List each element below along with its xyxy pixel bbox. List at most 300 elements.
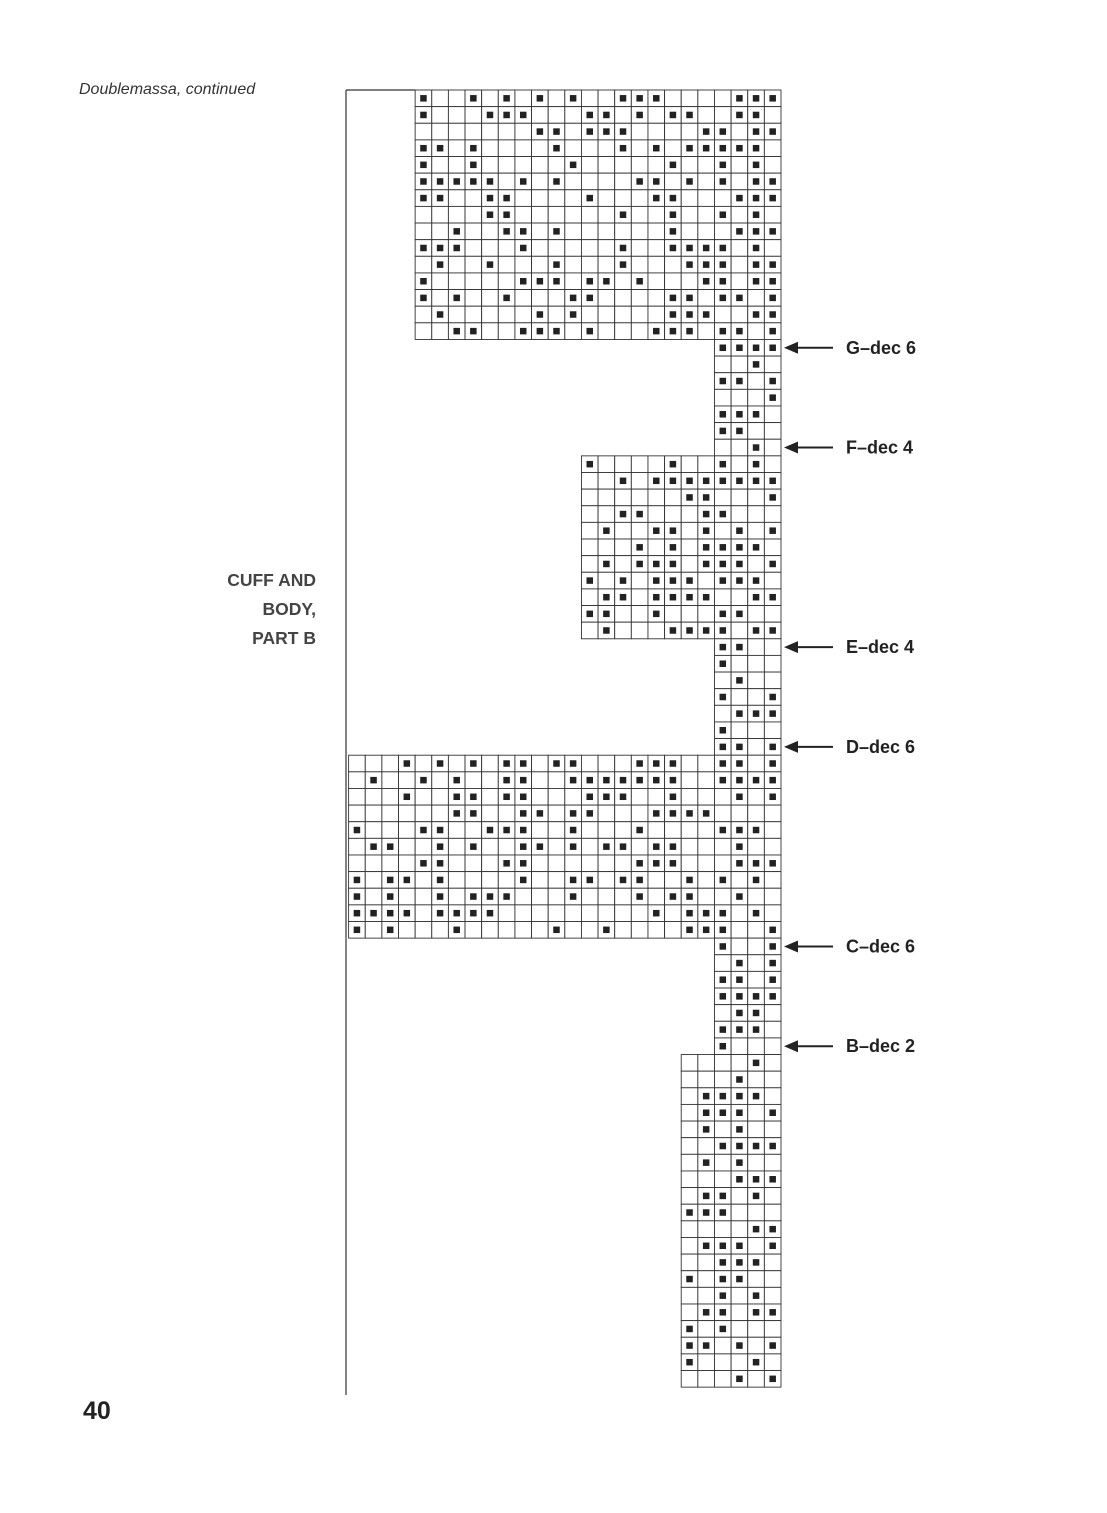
chart-cell bbox=[581, 472, 598, 489]
chart-cell bbox=[631, 223, 648, 240]
chart-row bbox=[581, 456, 781, 473]
stitch-symbol bbox=[437, 245, 444, 252]
chart-cell bbox=[764, 1005, 781, 1022]
chart-cell bbox=[731, 506, 748, 523]
stitch-symbol bbox=[603, 627, 610, 634]
chart-row bbox=[349, 922, 781, 939]
chart-cell bbox=[548, 772, 565, 789]
chart-cell bbox=[648, 872, 665, 889]
stitch-symbol bbox=[653, 810, 660, 817]
chart-cell bbox=[764, 572, 781, 589]
chart-cell bbox=[515, 140, 532, 157]
stitch-symbol bbox=[603, 594, 610, 601]
stitch-symbol bbox=[686, 1342, 693, 1349]
stitch-symbol bbox=[720, 777, 727, 784]
stitch-symbol bbox=[653, 860, 660, 867]
chart-row bbox=[581, 539, 781, 556]
stitch-symbol bbox=[420, 145, 427, 152]
arrow-left-icon bbox=[784, 940, 798, 952]
chart-cell bbox=[714, 855, 731, 872]
stitch-symbol bbox=[370, 843, 377, 850]
stitch-symbol bbox=[354, 827, 361, 834]
chart-row bbox=[349, 905, 781, 922]
chart-cell bbox=[681, 273, 698, 290]
chart-cell bbox=[565, 140, 582, 157]
stitch-symbol bbox=[587, 128, 594, 135]
stitch-symbol bbox=[720, 428, 727, 435]
stitch-symbol bbox=[753, 1060, 760, 1067]
stitch-symbol bbox=[503, 95, 510, 102]
chart-cell bbox=[565, 107, 582, 124]
stitch-symbol bbox=[670, 195, 677, 202]
chart-cell bbox=[748, 423, 765, 440]
chart-cell bbox=[648, 788, 665, 805]
chart-cell bbox=[615, 805, 632, 822]
stitch-symbol bbox=[603, 777, 610, 784]
stitch-symbol bbox=[769, 128, 776, 135]
chart-row bbox=[581, 606, 781, 623]
chart-cell bbox=[681, 1088, 698, 1105]
chart-cell bbox=[565, 273, 582, 290]
chart-cell bbox=[648, 922, 665, 939]
chart-cell bbox=[498, 256, 515, 273]
chart-cell bbox=[615, 456, 632, 473]
chart-row bbox=[714, 356, 781, 373]
chart-cell bbox=[448, 755, 465, 772]
stitch-symbol bbox=[720, 660, 727, 667]
chart-cell bbox=[681, 1171, 698, 1188]
chart-cell bbox=[681, 456, 698, 473]
stitch-symbol bbox=[720, 744, 727, 751]
stitch-symbol bbox=[603, 843, 610, 850]
chart-cell bbox=[515, 157, 532, 174]
chart-cell bbox=[748, 323, 765, 340]
stitch-symbol bbox=[587, 794, 594, 801]
stitch-symbol bbox=[670, 760, 677, 767]
stitch-symbol bbox=[453, 810, 460, 817]
stitch-symbol bbox=[753, 627, 760, 634]
chart-cell bbox=[399, 855, 416, 872]
chart-cell bbox=[764, 722, 781, 739]
stitch-symbol bbox=[736, 228, 743, 235]
stitch-symbol bbox=[520, 112, 527, 119]
stitch-symbol bbox=[686, 1276, 693, 1283]
chart-row bbox=[681, 1221, 781, 1238]
stitch-symbol bbox=[686, 627, 693, 634]
stitch-symbol bbox=[720, 877, 727, 884]
stitch-symbol bbox=[736, 478, 743, 485]
chart-cell bbox=[698, 888, 715, 905]
chart-cell bbox=[581, 888, 598, 905]
stitch-symbol bbox=[420, 295, 427, 302]
chart-cell bbox=[714, 223, 731, 240]
chart-cell bbox=[349, 805, 366, 822]
chart-cell bbox=[448, 90, 465, 107]
chart-cell bbox=[714, 1371, 731, 1388]
chart-cell bbox=[598, 489, 615, 506]
chart-cell bbox=[714, 306, 731, 323]
chart-cell bbox=[515, 905, 532, 922]
stitch-symbol bbox=[703, 261, 710, 268]
chart-cell bbox=[598, 572, 615, 589]
stitch-symbol bbox=[720, 627, 727, 634]
chart-row bbox=[349, 888, 781, 905]
stitch-symbol bbox=[603, 611, 610, 618]
chart-row bbox=[415, 123, 781, 140]
stitch-symbol bbox=[670, 228, 677, 235]
chart-cell bbox=[515, 888, 532, 905]
stitch-symbol bbox=[736, 760, 743, 767]
stitch-symbol bbox=[736, 1243, 743, 1250]
chart-cell bbox=[581, 522, 598, 539]
chart-cell bbox=[615, 922, 632, 939]
stitch-symbol bbox=[503, 295, 510, 302]
dec-marker bbox=[784, 438, 913, 458]
stitch-symbol bbox=[736, 744, 743, 751]
stitch-symbol bbox=[753, 860, 760, 867]
chart-cell bbox=[764, 1071, 781, 1088]
dec-marker bbox=[784, 737, 915, 757]
chart-cell bbox=[748, 389, 765, 406]
chart-cell bbox=[631, 489, 648, 506]
chart-cell bbox=[764, 822, 781, 839]
chart-cell bbox=[448, 190, 465, 207]
chart-cell bbox=[498, 123, 515, 140]
stitch-symbol bbox=[670, 162, 677, 169]
stitch-symbol bbox=[636, 95, 643, 102]
stitch-symbol bbox=[437, 261, 444, 268]
stitch-symbol bbox=[670, 577, 677, 584]
chart-cell bbox=[581, 539, 598, 556]
stitch-symbol bbox=[720, 1209, 727, 1216]
stitch-symbol bbox=[720, 378, 727, 385]
chart-cell bbox=[448, 822, 465, 839]
chart-cell bbox=[764, 655, 781, 672]
chart-cell bbox=[581, 838, 598, 855]
stitch-symbol bbox=[670, 594, 677, 601]
chart-cell bbox=[532, 107, 549, 124]
stitch-symbol bbox=[636, 561, 643, 568]
chart-cell bbox=[532, 256, 549, 273]
stitch-symbol bbox=[720, 261, 727, 268]
chart-row bbox=[714, 1038, 781, 1055]
chart-cell bbox=[448, 855, 465, 872]
chart-cell bbox=[598, 822, 615, 839]
chart-cell bbox=[432, 323, 449, 340]
stitch-symbol bbox=[420, 195, 427, 202]
stitch-symbol bbox=[736, 976, 743, 983]
chart-cell bbox=[748, 955, 765, 972]
stitch-symbol bbox=[769, 311, 776, 318]
chart-cell bbox=[482, 872, 499, 889]
chart-cell bbox=[731, 872, 748, 889]
chart-cell bbox=[631, 256, 648, 273]
stitch-symbol bbox=[553, 228, 560, 235]
chart-cell bbox=[714, 1171, 731, 1188]
stitch-symbol bbox=[470, 910, 477, 917]
stitch-symbol bbox=[653, 478, 660, 485]
chart-cell bbox=[764, 539, 781, 556]
chart-cell bbox=[631, 905, 648, 922]
chart-row bbox=[415, 290, 781, 307]
stitch-symbol bbox=[553, 927, 560, 934]
chart-cell bbox=[399, 888, 416, 905]
stitch-symbol bbox=[769, 278, 776, 285]
chart-cell bbox=[731, 1304, 748, 1321]
chart-cell bbox=[565, 905, 582, 922]
chart-cell bbox=[548, 107, 565, 124]
chart-cell bbox=[498, 240, 515, 257]
stitch-symbol bbox=[736, 345, 743, 352]
stitch-symbol bbox=[537, 95, 544, 102]
stitch-symbol bbox=[670, 810, 677, 817]
stitch-symbol bbox=[769, 1176, 776, 1183]
chart-cell bbox=[698, 206, 715, 223]
stitch-symbol bbox=[470, 145, 477, 152]
chart-cell bbox=[748, 1237, 765, 1254]
stitch-symbol bbox=[720, 644, 727, 651]
chart-cell bbox=[764, 206, 781, 223]
chart-cell bbox=[415, 872, 432, 889]
chart-cell bbox=[532, 157, 549, 174]
chart-cell bbox=[731, 905, 748, 922]
chart-cell bbox=[731, 123, 748, 140]
chart-cell bbox=[764, 606, 781, 623]
stitch-symbol bbox=[620, 128, 627, 135]
chart-cell bbox=[515, 306, 532, 323]
stitch-symbol bbox=[769, 943, 776, 950]
stitch-symbol bbox=[769, 1226, 776, 1233]
stitch-symbol bbox=[753, 544, 760, 551]
chart-cell bbox=[698, 855, 715, 872]
chart-cell bbox=[465, 256, 482, 273]
chart-cell bbox=[565, 323, 582, 340]
stitch-symbol bbox=[769, 993, 776, 1000]
chart-cell bbox=[681, 522, 698, 539]
stitch-symbol bbox=[736, 195, 743, 202]
chart-cell bbox=[764, 905, 781, 922]
chart-cell bbox=[748, 522, 765, 539]
chart-cell bbox=[415, 306, 432, 323]
chart-row bbox=[415, 173, 781, 190]
chart-cell bbox=[698, 456, 715, 473]
stitch-symbol bbox=[404, 877, 411, 884]
chart-cell bbox=[532, 872, 549, 889]
chart-cell bbox=[515, 290, 532, 307]
chart-cell bbox=[365, 855, 382, 872]
stitch-symbol bbox=[753, 1193, 760, 1200]
chart-cell bbox=[548, 805, 565, 822]
chart-cell bbox=[648, 539, 665, 556]
stitch-symbol bbox=[553, 178, 560, 185]
stitch-symbol bbox=[720, 461, 727, 468]
stitch-symbol bbox=[753, 877, 760, 884]
stitch-symbol bbox=[720, 1243, 727, 1250]
chart-cell bbox=[598, 306, 615, 323]
chart-cell bbox=[698, 1221, 715, 1238]
chart-row bbox=[714, 672, 781, 689]
chart-cell bbox=[382, 855, 399, 872]
chart-cell bbox=[615, 622, 632, 639]
stitch-symbol bbox=[620, 843, 627, 850]
chart-cell bbox=[764, 1354, 781, 1371]
chart-cell bbox=[714, 838, 731, 855]
stitch-symbol bbox=[736, 710, 743, 717]
chart-cell bbox=[581, 206, 598, 223]
chart-cell bbox=[548, 905, 565, 922]
stitch-symbol bbox=[470, 328, 477, 335]
stitch-symbol bbox=[720, 993, 727, 1000]
chart-row bbox=[681, 1337, 781, 1354]
stitch-symbol bbox=[686, 112, 693, 119]
stitch-symbol bbox=[736, 544, 743, 551]
stitch-symbol bbox=[736, 1010, 743, 1017]
stitch-symbol bbox=[603, 927, 610, 934]
chart-cell bbox=[714, 439, 731, 456]
chart-row bbox=[714, 689, 781, 706]
stitch-symbol bbox=[670, 328, 677, 335]
chart-cell bbox=[581, 306, 598, 323]
chart-row bbox=[681, 1171, 781, 1188]
chart-cell bbox=[448, 107, 465, 124]
chart-cell bbox=[432, 223, 449, 240]
stitch-symbol bbox=[437, 893, 444, 900]
stitch-symbol bbox=[387, 893, 394, 900]
stitch-symbol bbox=[620, 261, 627, 268]
section-title-line-3: PART B bbox=[252, 628, 316, 648]
chart-row bbox=[714, 339, 781, 356]
chart-cell bbox=[698, 1138, 715, 1155]
stitch-symbol bbox=[470, 843, 477, 850]
chart-row bbox=[415, 190, 781, 207]
chart-cell bbox=[764, 506, 781, 523]
stitch-symbol bbox=[753, 478, 760, 485]
stitch-symbol bbox=[769, 228, 776, 235]
stitch-symbol bbox=[720, 1043, 727, 1050]
stitch-symbol bbox=[703, 511, 710, 518]
stitch-symbol bbox=[636, 877, 643, 884]
chart-cell bbox=[748, 755, 765, 772]
chart-cell bbox=[415, 206, 432, 223]
stitch-symbol bbox=[736, 860, 743, 867]
stitch-symbol bbox=[736, 1093, 743, 1100]
stitch-symbol bbox=[736, 827, 743, 834]
stitch-symbol bbox=[769, 1143, 776, 1150]
chart-cell bbox=[681, 1138, 698, 1155]
chart-cell bbox=[681, 1188, 698, 1205]
stitch-symbol bbox=[736, 1026, 743, 1033]
chart-cell bbox=[565, 223, 582, 240]
chart-cell bbox=[465, 290, 482, 307]
stitch-symbol bbox=[520, 877, 527, 884]
chart-cell bbox=[648, 306, 665, 323]
chart-cell bbox=[365, 922, 382, 939]
chart-cell bbox=[698, 223, 715, 240]
chart-row bbox=[681, 1237, 781, 1254]
chart-cell bbox=[748, 1121, 765, 1138]
chart-cell bbox=[598, 539, 615, 556]
chart-cell bbox=[615, 606, 632, 623]
stitch-symbol bbox=[553, 760, 560, 767]
chart-cell bbox=[482, 755, 499, 772]
chart-cell bbox=[631, 140, 648, 157]
chart-cell bbox=[698, 290, 715, 307]
stitch-symbol bbox=[620, 95, 627, 102]
stitch-symbol bbox=[503, 112, 510, 119]
chart-row bbox=[681, 1121, 781, 1138]
chart-cell bbox=[532, 772, 549, 789]
stitch-symbol bbox=[686, 1209, 693, 1216]
stitch-symbol bbox=[736, 1376, 743, 1383]
chart-cell bbox=[648, 107, 665, 124]
stitch-symbol bbox=[620, 211, 627, 218]
stitch-symbol bbox=[503, 860, 510, 867]
chart-cell bbox=[764, 1021, 781, 1038]
stitch-symbol bbox=[769, 1243, 776, 1250]
stitch-symbol bbox=[587, 877, 594, 884]
stitch-symbol bbox=[686, 877, 693, 884]
stitch-symbol bbox=[736, 993, 743, 1000]
chart-cell bbox=[681, 838, 698, 855]
chart-cell bbox=[764, 1254, 781, 1271]
chart-cell bbox=[731, 689, 748, 706]
chart-cell bbox=[432, 273, 449, 290]
stitch-symbol bbox=[620, 511, 627, 518]
stitch-symbol bbox=[736, 1176, 743, 1183]
chart-cell bbox=[448, 140, 465, 157]
chart-cell bbox=[565, 855, 582, 872]
stitch-symbol bbox=[769, 794, 776, 801]
chart-cell bbox=[698, 1171, 715, 1188]
chart-cell bbox=[581, 90, 598, 107]
chart-cell bbox=[698, 173, 715, 190]
stitch-symbol bbox=[420, 162, 427, 169]
stitch-symbol bbox=[769, 694, 776, 701]
stitch-symbol bbox=[670, 777, 677, 784]
stitch-symbol bbox=[670, 295, 677, 302]
stitch-symbol bbox=[769, 1376, 776, 1383]
stitch-symbol bbox=[520, 278, 527, 285]
chart-cell bbox=[482, 838, 499, 855]
chart-cell bbox=[598, 173, 615, 190]
stitch-symbol bbox=[703, 1209, 710, 1216]
stitch-symbol bbox=[603, 561, 610, 568]
stitch-symbol bbox=[570, 827, 577, 834]
stitch-symbol bbox=[720, 727, 727, 734]
chart-cell bbox=[698, 1287, 715, 1304]
chart-cell bbox=[399, 838, 416, 855]
chart-cell bbox=[648, 489, 665, 506]
chart-cell bbox=[731, 1221, 748, 1238]
chart-cell bbox=[631, 190, 648, 207]
chart-cell bbox=[598, 290, 615, 307]
chart-cell bbox=[631, 622, 648, 639]
chart-cell bbox=[581, 822, 598, 839]
marker-label: C–dec 6 bbox=[846, 936, 916, 957]
chart-cell bbox=[482, 157, 499, 174]
chart-cell bbox=[482, 223, 499, 240]
chart-cell bbox=[349, 855, 366, 872]
stitch-symbol bbox=[769, 760, 776, 767]
stitch-symbol bbox=[537, 328, 544, 335]
chart-cell bbox=[498, 872, 515, 889]
stitch-symbol bbox=[387, 877, 394, 884]
section-title-line-1: CUFF AND bbox=[227, 570, 316, 590]
stitch-symbol bbox=[769, 378, 776, 385]
chart-cell bbox=[714, 955, 731, 972]
chart-cell bbox=[548, 822, 565, 839]
chart-row bbox=[681, 1304, 781, 1321]
